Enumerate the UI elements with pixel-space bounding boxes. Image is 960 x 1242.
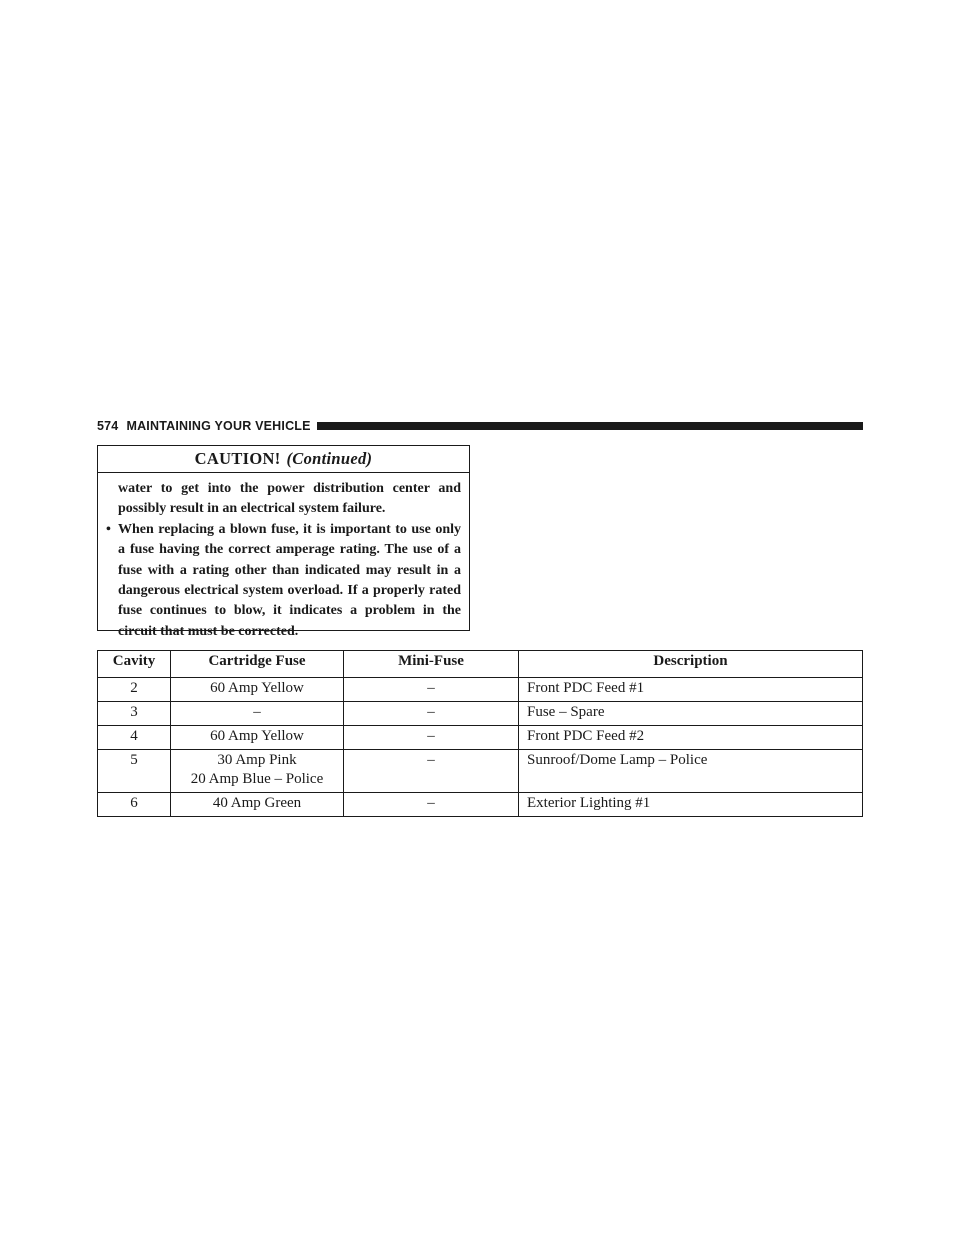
cell-description: Fuse – Spare [519,702,863,726]
cell-cavity: 4 [98,726,171,750]
header-cartridge-fuse: Cartridge Fuse [171,651,344,678]
cell-mini-fuse: – [344,793,519,817]
cartridge-line-1: – [253,704,261,720]
caution-continued-label: (Continued) [286,449,373,468]
cell-description: Front PDC Feed #2 [519,726,863,750]
cell-cavity: 2 [98,678,171,702]
header-rule [317,422,863,430]
table-row [98,702,863,726]
table-row [98,726,863,750]
header-description: Description [519,651,863,678]
header-cavity: Cavity [98,651,171,678]
table-row [98,793,863,817]
cell-mini-fuse: – [344,726,519,750]
caution-bullet-item [106,520,461,642]
cell-description: Front PDC Feed #1 [519,678,863,702]
header-mini-fuse: Mini-Fuse [344,651,519,678]
cell-cartridge-fuse [171,678,344,702]
cell-cartridge-fuse [171,750,344,793]
caution-body [98,473,469,642]
caution-heading [98,446,469,473]
cartridge-line-1: 40 Amp Green [212,795,302,811]
table-header-row [98,651,863,678]
caution-title: CAUTION! [194,449,281,468]
cell-cartridge-fuse [171,793,344,817]
page-number: 574 [97,419,119,433]
fuse-table [97,650,863,817]
cell-mini-fuse: – [344,702,519,726]
table-row [98,750,863,793]
bullet-icon: • [106,521,111,537]
caution-box [97,445,470,639]
cartridge-line-2: 20 Amp Blue – Police [190,771,324,787]
table-row [98,678,863,702]
section-title: MAINTAINING YOUR VEHICLE [126,419,311,433]
cartridge-line-1: 60 Amp Yellow [210,680,304,696]
cell-description: Sunroof/Dome Lamp – Police [519,750,863,793]
cell-description: Exterior Lighting #1 [519,793,863,817]
cell-cartridge-fuse [171,702,344,726]
caution-bullet-text: When replacing a blown fuse, it is important to use only a fuse having the correct amperage rating. The use of a fuse with a rating other than indicated may result in a dangerous electrical system overload. If a properly rated fuse continues to blow, it indicates a problem in the circuit that must be corrected. [118,521,461,639]
cell-cartridge-fuse [171,726,344,750]
cell-mini-fuse: – [344,678,519,702]
caution-continuation-text: water to get into the power distribution center and possibly result in an electrical system failure. [118,481,461,517]
cell-cavity: 3 [98,702,171,726]
page-header [97,418,863,434]
cell-cavity: 5 [98,750,171,793]
cartridge-line-1: 60 Amp Yellow [210,728,304,744]
cell-mini-fuse: – [344,750,519,793]
cell-cavity: 6 [98,793,171,817]
cartridge-line-1: 30 Amp Pink [217,752,297,768]
